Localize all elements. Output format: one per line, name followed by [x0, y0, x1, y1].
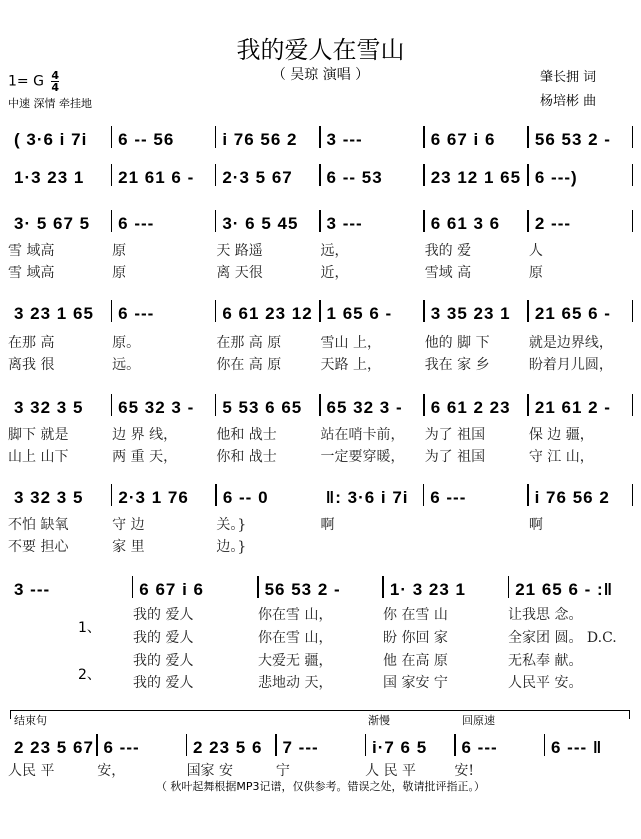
measure: 2·3 5 67: [222, 168, 293, 187]
measure: 5 53 6 65: [222, 398, 303, 417]
measure: 3 35 23 1: [430, 304, 511, 323]
measure: 65 32 3 -: [326, 398, 403, 417]
score-line-1: [8, 124, 633, 150]
measure: 1· 3 23 1: [389, 580, 466, 599]
measure: 6 ---: [118, 214, 155, 233]
measure: 3 ---: [326, 214, 363, 233]
measure: i·7 6 5: [372, 738, 428, 757]
lyric-row: 不要 担心 家 里 边。}: [8, 539, 247, 555]
measure: 6 61 3 6: [430, 214, 501, 233]
measure: 2·3 1 76: [118, 488, 189, 507]
measure: ( 3·6 i 7i: [14, 130, 88, 149]
measure: 65 32 3 -: [118, 398, 195, 417]
measure: 23 12 1 65: [430, 168, 522, 187]
measure: 56 53 2 -: [534, 130, 611, 149]
measure: 6 ---: [118, 304, 155, 323]
measure: 6 -- 56: [118, 130, 175, 149]
score-line-7: [8, 574, 633, 600]
measure: 6 67 i 6: [430, 130, 496, 149]
measure: 3 32 3 5: [14, 488, 84, 507]
measure: 6 --- ‖: [551, 738, 603, 757]
measure: 6 ---: [430, 488, 467, 507]
measure: 56 53 2 -: [264, 580, 341, 599]
measure: 6 ---: [461, 738, 498, 757]
measure: 3· 5 67 5: [14, 214, 91, 233]
measure: 1·3 23 1: [14, 168, 85, 187]
measure: 21 65 6 -: [534, 304, 611, 323]
measure: 6 -- 0: [222, 488, 269, 507]
measure: ‖: 3·6 i 7i: [325, 488, 409, 507]
measure: 6 61 23 12: [222, 304, 313, 323]
measure: i 76 56 2: [534, 488, 610, 507]
measure: 21 61 6 -: [118, 168, 195, 187]
lyric-row: 山上 山下 两 重 天， 你和 战士 一定要穿暖， 为了 祖国 守 江 山，: [8, 449, 594, 465]
measure: 21 61 2 -: [534, 398, 611, 417]
lyric-row: 脚下 就是 边 界 线， 他和 战士 站在哨卡前， 为了 祖国 保 边 疆，: [8, 427, 594, 443]
score-line-2: [8, 162, 633, 188]
measure: 3 ---: [326, 130, 363, 149]
composer-credit: 杨培彬 曲: [540, 94, 597, 109]
singer-credit: （ 吴琼 演唱 ）: [271, 67, 370, 83]
score-line-4: [8, 298, 633, 324]
measure: 2 ---: [534, 214, 572, 233]
measure: 3 32 3 5: [14, 398, 84, 417]
tempo-marking: 中速 深情 牵挂地: [8, 97, 92, 110]
measure: 1 65 6 -: [326, 304, 393, 323]
key-signature: [8, 70, 59, 93]
measure: 21 65 6 - :‖: [515, 580, 614, 599]
measure: 6 61 2 23: [430, 398, 511, 417]
measure: 7 ---: [282, 738, 319, 757]
measure: 3 ---: [14, 580, 51, 599]
score-line-6: [8, 482, 633, 508]
lyricist-credit: 肇长拥 词: [540, 70, 597, 85]
lyric-row: 雪 域高 原 天 路遥 远， 我的 爱 人: [8, 243, 543, 259]
measure: 6 ---: [103, 738, 140, 757]
measure: 6 67 i 6: [139, 580, 205, 599]
ritardando-label: 渐慢: [368, 714, 390, 727]
measure: 3 23 1 65: [14, 304, 94, 323]
lyric-row: 雪 域高 原 离 天很 近， 雪域 高 原: [8, 265, 543, 281]
lyric-row: 我的 爱人 你在雪 山， 盼 你回 家 全家团 圆。 D.C.: [133, 630, 617, 646]
measure: 3· 6 5 45: [222, 214, 299, 233]
lyric-row: 人民 平 安， 国家 安 宁 人 民 平 安!: [8, 763, 475, 779]
score-line-8: [8, 732, 633, 758]
score-line-3: [8, 208, 633, 234]
score-line-5: [8, 392, 633, 418]
measure: 6 -- 53: [326, 168, 383, 187]
measure: 6 ---): [534, 168, 578, 187]
ending-bracket: [10, 710, 630, 719]
lyric-row: 我的 爱人 悲地动 天， 国 家安 宁 人民平 安。: [133, 675, 583, 691]
lyric-row: 我的 爱人 你在雪 山， 你 在雪 山 让我思 念。: [133, 607, 583, 623]
a-tempo-label: 回原速: [462, 714, 495, 727]
measure: i 76 56 2: [222, 130, 298, 149]
measure: 2 23 5 6: [193, 738, 263, 757]
lyric-row: 离我 很 远。 你在 高 原 天路 上， 我在 家 乡 盼着月儿圆，: [8, 357, 613, 373]
ending-label: 结束句: [14, 714, 47, 727]
lyric-row: 不怕 缺氧 守 边 关。} 啊 啊: [8, 517, 543, 533]
time-signature: $\frac{4}{4}$: [51, 69, 60, 94]
measure: 2 23 5 67: [14, 738, 94, 757]
key-label: 1= G: [8, 73, 44, 90]
footnote: （ 秋叶起舞根据MP3记谱，仅供参考。错误之处，敬请批评指正。）: [155, 780, 486, 793]
lyric-row: 在那 高 原。 在那 高 原 雪山 上， 他的 脚 下 就是边界线，: [8, 335, 613, 351]
song-title: 我的爱人在雪山: [236, 36, 405, 64]
verse-label-2: 2、: [78, 667, 101, 683]
verse-label-1: 1、: [78, 620, 101, 636]
lyric-row: 我的 爱人 大爱无 疆， 他 在高 原 无私奉 献。: [133, 653, 583, 669]
